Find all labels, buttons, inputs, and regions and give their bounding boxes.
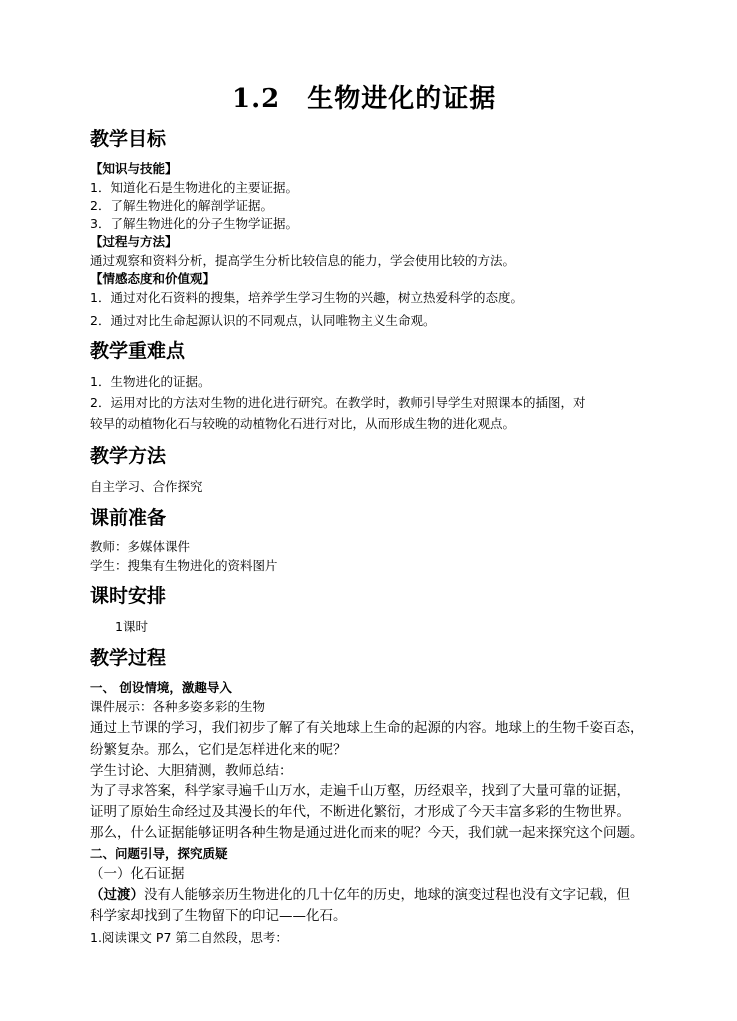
methods-heading: 教学方法 [90,445,167,467]
page-title: 1.2 生物进化的证据 [232,84,497,114]
preparation-heading: 课前准备 [90,507,167,529]
subsection-title: （一）化石证据 [90,866,185,882]
objectives-heading: 教学目标 [90,128,167,150]
methods-text: 自主学习、合作探究 [90,479,203,494]
process-line: 那么，什么证据能够证明各种生物是通过进化而来的呢？今天，我们就一起来探究这个问题。 [90,825,644,841]
process-line: 纷繁复杂。那么，它们是怎样进化来的呢？ [90,742,347,758]
reading-prompt: 1.阅读课文 P7 第二自然段，思考： [90,930,288,945]
attitude-label: 【情感态度和价值观】 [90,271,216,286]
transition-text: 没有人能够亲历生物进化的几十亿年的历史，地球的演变过程也没有文字记载，但 [144,887,630,903]
key-point-item: 2．运用对比的方法对生物的进化进行研究。在教学时，教师引导学生对照课本的插图，对 [90,395,586,410]
process-line: 课件展示：各种多姿多彩的生物 [90,699,266,714]
knowledge-item: 2．了解生物进化的解剖学证据。 [90,198,273,213]
transition-line-2: 科学家却找到了生物留下的印记——化石。 [90,908,347,924]
knowledge-item: 3．了解生物进化的分子生物学证据。 [90,216,298,231]
preparation-teacher: 教师：多媒体课件 [90,539,191,554]
transition-label: （过渡） [90,887,144,903]
knowledge-label: 【知识与技能】 [90,161,178,176]
schedule-heading: 课时安排 [90,585,167,607]
knowledge-item: 1．知道化石是生物进化的主要证据。 [90,180,298,195]
process-heading: 教学过程 [90,647,167,669]
key-points-heading: 教学重难点 [90,340,186,362]
section-title: 二、问题引导，探究质疑 [90,846,228,861]
attitude-item: 2．通过对比生命起源认识的不同观点，认同唯物主义生命观。 [90,313,436,328]
process-line: 为了寻求答案，科学家寻遍千山万水，走遍千山万壑，历经艰辛，找到了大量可靠的证据， [90,783,630,799]
process-line: 证明了原始生命经过及其漫长的年代，不断进化繁衍，才形成了今天丰富多彩的生物世界。 [90,804,630,820]
key-point-item: 较早的动植物化石与较晚的动植物化石进行对比，从而形成生物的进化观点。 [90,416,516,431]
section-title: 一、 创设情境，激趣导入 [90,680,232,695]
key-point-item: 1．生物进化的证据。 [90,374,211,389]
process-label: 【过程与方法】 [90,234,178,249]
process-line: 通过上节课的学习，我们初步了解了有关地球上生命的起源的内容。地球上的生物千姿百态， [90,720,644,736]
preparation-student: 学生：搜集有生物进化的资料图片 [90,558,278,573]
attitude-item: 1．通过对化石资料的搜集，培养学生学习生物的兴趣，树立热爱科学的态度。 [90,290,523,305]
process-text: 通过观察和资料分析，提高学生分析比较信息的能力，学会使用比较的方法。 [90,253,516,268]
schedule-text: 1课时 [115,619,148,634]
process-line: 学生讨论、大胆猜测，教师总结： [90,763,293,779]
transition-line [90,889,630,903]
